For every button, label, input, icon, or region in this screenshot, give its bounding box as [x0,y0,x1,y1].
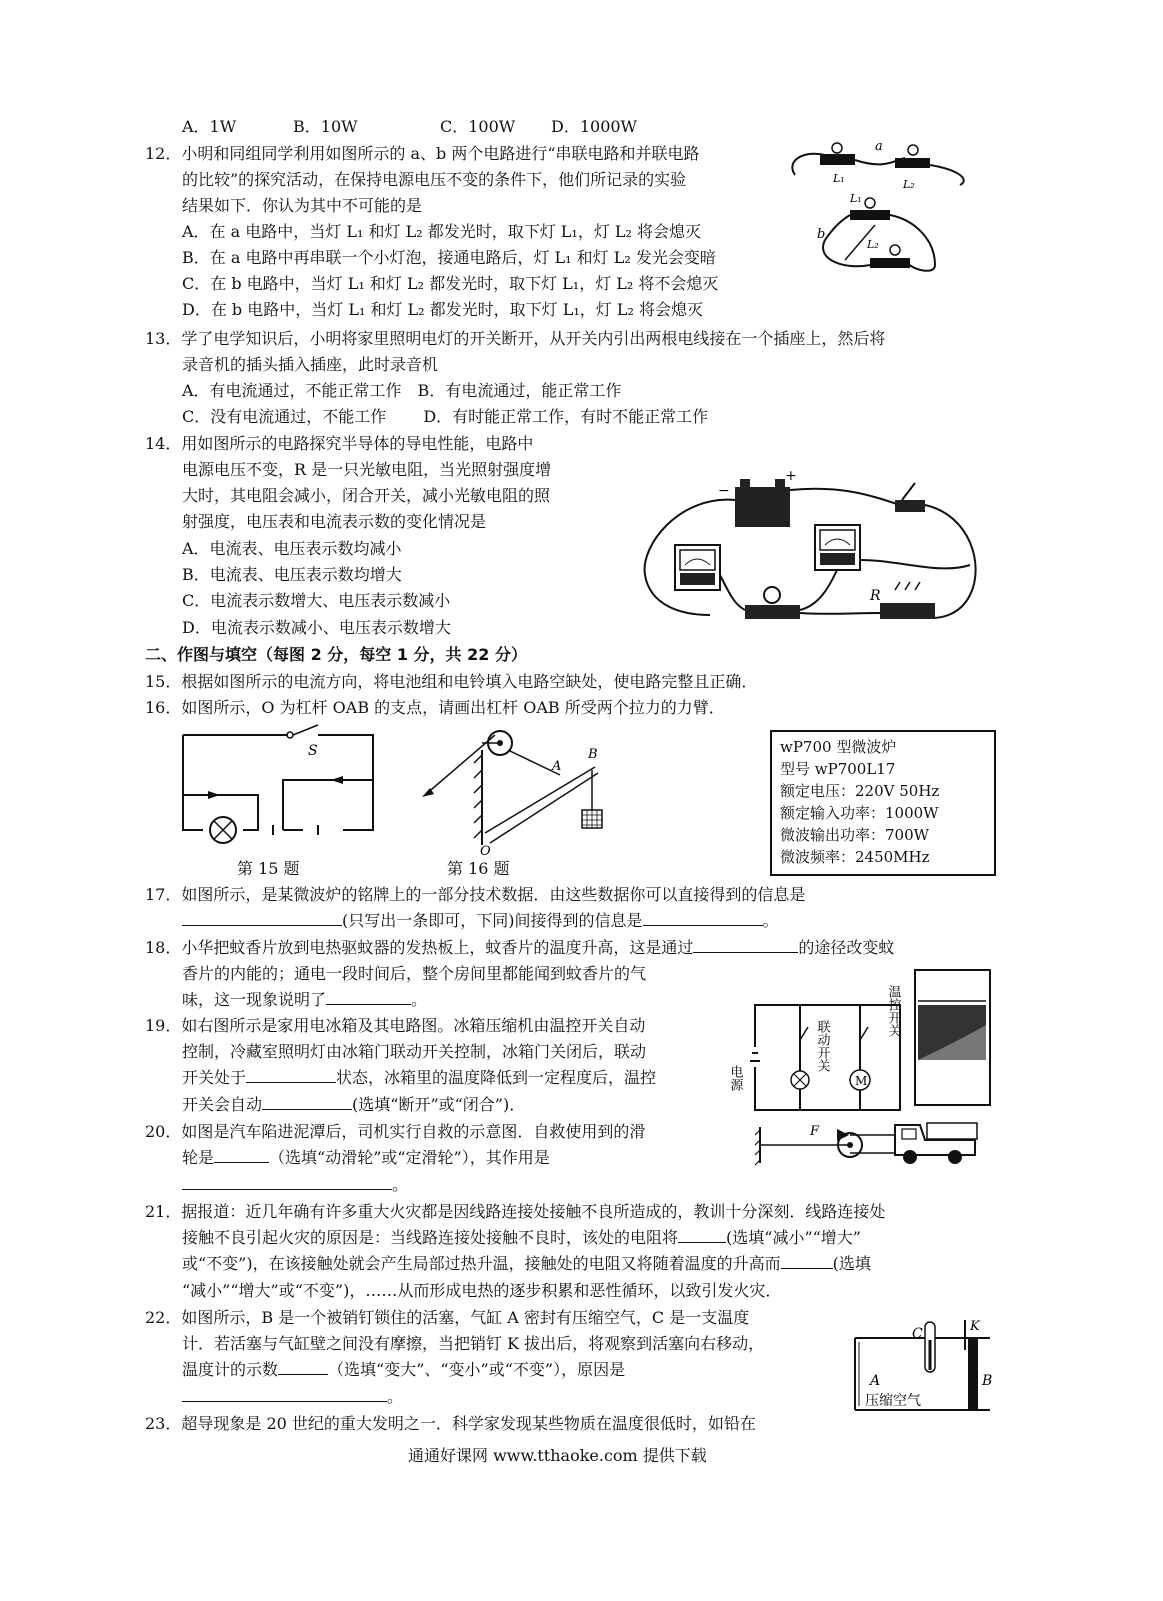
q22-fig-label-c: C [912,1326,923,1342]
q19-line2: 控制，冷藏室照明灯由冰箱门联动开关控制，冰箱门关闭后，联动 [182,1042,647,1061]
q12-line1: 12．小明和同组同学利用如图所示的 a、b 两个电路进行“串联电路和并联电路 [145,144,700,163]
q18-blank-1[interactable] [693,938,798,953]
q19-line1: 19．如右图所示是家用电冰箱及其电路图。冰箱压缩机由温控开关自动 [145,1016,646,1035]
q14-option-d: D．电流表示数减小、电压表示数增大 [182,618,451,637]
q22-line3: 温度计的示数 （选填“变大”、“变小”或“不变”），原因是 [182,1360,626,1379]
nameplate-line2: 型号 wP700L17 [780,760,896,778]
nameplate-line6: 微波频率：2450MHz [780,848,930,866]
q21-line2: 接触不良引起火灾的原因是：当线路连接处接触不良时，该处的电阻将 (选填“减小”“增大” [182,1228,861,1247]
q14-option-c: C．电流表示数增大、电压表示数减小 [182,591,451,610]
q19-blank-1[interactable] [246,1068,336,1083]
q12-option-a: A．在 a 电路中，当灯 L₁ 和灯 L₂ 都发光时，取下灯 L₁，灯 L₂ 将会熄灭 [182,222,702,241]
q17-line2: (只写出一条即可，下同)间接得到的信息是 。 [182,910,779,932]
q12-fig-label-l2-b: L₂ [867,238,879,251]
q15-fig-label-s: S [308,743,318,759]
nameplate-line5: 微波输出功率：700W [780,826,930,844]
nameplate-line1: wP700 型微波炉 [780,738,897,756]
q19-line3: 开关处于 状态，冰箱里的温度降低到一定程度后，温控 [182,1068,657,1087]
q20-fig-label-f: F [810,1124,820,1139]
q14-fig-minus: − [718,483,730,499]
page-footer: 通通好课网 www.tthaoke.com 提供下载 [408,1446,707,1465]
q20-blank-1[interactable] [214,1148,269,1163]
q22-fig-label-air: 压缩空气 [865,1393,921,1409]
q15-text: 15．根据如图所示的电流方向，将电池组和电铃填入电路空缺处，使电路完整且正确． [145,672,758,691]
q14-line3: 大时，其电阻会减小，闭合开关，减小光敏电阻的照 [182,486,551,505]
q16-text: 16．如图所示，O 为杠杆 OAB 的支点，请画出杠杆 OAB 所受两个拉力的力臂． [145,698,725,717]
q18-blank-2[interactable] [326,990,411,1005]
microwave-nameplate [770,730,996,876]
q17-blank-1[interactable] [182,911,342,926]
q15-figure-caption: 第 15 题 [237,859,300,878]
q22-fig-label-k: K [970,1319,980,1334]
q17-blank-2[interactable] [643,911,763,926]
q19-fig-link-switch: 联动开关 [814,1020,830,1072]
q22-fig-label-b: B [982,1373,993,1389]
q21-line1: 21．据报道：近几年确有许多重大火灾都是因线路连接处接触不良所造成的，教训十分深刻．线路连接处 [145,1202,886,1221]
q13-line1: 13．学了电学知识后，小明将家里照明电灯的开关断开，从开关内引出两根电线接在一个插座上，然后将 [145,329,886,348]
q16-lever-figure [420,725,620,859]
q22-line1: 22．如图所示，B 是一个被销钉锁住的活塞，气缸 A 密封有压缩空气，C 是一支温度 [145,1308,750,1327]
q22-cylinder-figure [850,1310,995,1420]
q11-option-b: B．10W [293,117,358,136]
q14-line1: 14．用如图所示的电路探究半导体的导电性能，电路中 [145,434,534,453]
q12-option-b: B．在 a 电路中再串联一个小灯泡，接通电路后，灯 L₁ 和灯 L₂ 发光会变暗 [182,248,716,267]
q18-line1: 18．小华把蚊香片放到电热驱蚊器的发热板上，蚊香片的温度升高，这是通过 的途径改变蚊 [145,938,895,957]
q16-figure-caption: 第 16 题 [447,859,510,878]
q22-line2: 计．若活塞与气缸壁之间没有摩擦，当把销钉 K 拔出后，将观察到活塞向右移动， [182,1334,765,1353]
q23-text: 23．超导现象是 20 世纪的重大发明之一．科学家发现某些物质在温度很低时，如铅在 [145,1414,756,1433]
q12-fig-label-l2-a: L₂ [903,178,915,191]
q14-line2: 电源电压不变，R 是一只光敏电阻，当光照射强度增 [182,460,552,479]
q12-line2: 的比较”的探究活动，在保持电源电压不变的条件下，他们所记录的实验 [182,170,687,189]
q11-option-d: D．1000W [551,117,637,136]
q19-fig-power: 电源 [727,1065,743,1091]
q19-blank-2[interactable] [262,1095,352,1110]
q21-line3: 或“不变”)，在该接触处就会产生局部过热升温，接触处的电阻又将随着温度的升高而 (选填 [182,1254,871,1273]
q14-line4: 射强度，电压表和电流表示数的变化情况是 [182,512,487,531]
q21-line4: “减小”“增大”或“不变”)，……从而形成电热的逐步积累和恶性循环，以致引发火灾． [182,1281,782,1300]
nameplate-line4: 额定输入功率：1000W [780,804,939,822]
q14-option-b: B．电流表、电压表示数均增大 [182,565,402,584]
q12-option-d: D．在 b 电路中，当灯 L₁ 和灯 L₂ 都发光时，取下灯 L₁，灯 L₂ 将会熄灭 [182,300,704,319]
nameplate-line3: 额定电压：220V 50Hz [780,782,940,800]
q14-circuit-figure [640,465,985,640]
q12-fig-label-l1-a: L₁ [833,172,845,185]
q18-line3: 味，这一现象说明了 。 [182,990,428,1009]
q19-line4: 开关会自动 (选填“断开”或“闭合”)． [182,1095,526,1114]
q12-option-c: C．在 b 电路中，当灯 L₁ 和灯 L₂ 都发光时，取下灯 L₁，灯 L₂ 将不会熄灭 [182,274,719,293]
q14-option-a: A．电流表、电压表示数均减小 [182,539,402,558]
q12-fig-label-b: b [817,227,826,242]
q22-blank-2[interactable] [182,1387,387,1402]
q12-circuit-figure [785,130,970,290]
q13-options-ab: A．有电流通过，不能正常工作 B．有电流通过，能正常工作 [182,381,622,400]
q15-circuit-figure [178,730,378,845]
q16-fig-label-a: A [552,759,562,774]
q19-fig-temp-switch: 温控开关 [885,985,901,1037]
q20-line3: 。 [182,1174,408,1196]
q22-fig-label-a: A [870,1373,881,1389]
q22-line4: 。 [182,1386,403,1408]
q22-blank-1[interactable] [278,1360,328,1375]
q14-fig-plus: + [785,468,797,484]
q12-line3: 结果如下．你认为其中不可能的是 [182,196,423,215]
q20-line1: 20．如图是汽车陷进泥潭后，司机实行自救的示意图．自救使用到的滑 [145,1122,646,1141]
q13-options-cd: C．没有电流通过，不能工作 D．有时能正常工作，有时不能正常工作 [182,407,709,426]
q19-fig-motor: M [855,1074,868,1088]
q20-car-pulley-figure [755,1115,985,1170]
q12-fig-label-a: a [875,139,883,154]
q19-fridge-circuit-figure [727,965,995,1115]
q17-line1: 17．如图所示，是某微波炉的铭牌上的一部分技术数据．由这些数据你可以直接得到的信息是 [145,885,806,904]
q13-line2: 录音机的插头插入插座，此时录音机 [182,355,439,374]
q16-fig-label-b: B [588,747,598,762]
section-2-heading: 二、作图与填空（每图 2 分，每空 1 分，共 22 分） [145,645,527,664]
q12-fig-label-l1-b: L₁ [850,192,862,205]
q20-blank-2[interactable] [182,1175,392,1190]
q11-option-a: A．1W [182,117,237,136]
q21-blank-2[interactable] [781,1254,833,1269]
q14-fig-label-r: R [870,588,881,604]
q16-fig-label-o: O [480,844,491,859]
q18-line2: 香片的内能的；通电一段时间后，整个房间里都能闻到蚊香片的气 [182,964,647,983]
q20-line2: 轮是 （选填“动滑轮”或“定滑轮”），其作用是 [182,1148,550,1167]
q21-blank-1[interactable] [678,1228,726,1243]
q11-option-c: C．100W [440,117,516,136]
